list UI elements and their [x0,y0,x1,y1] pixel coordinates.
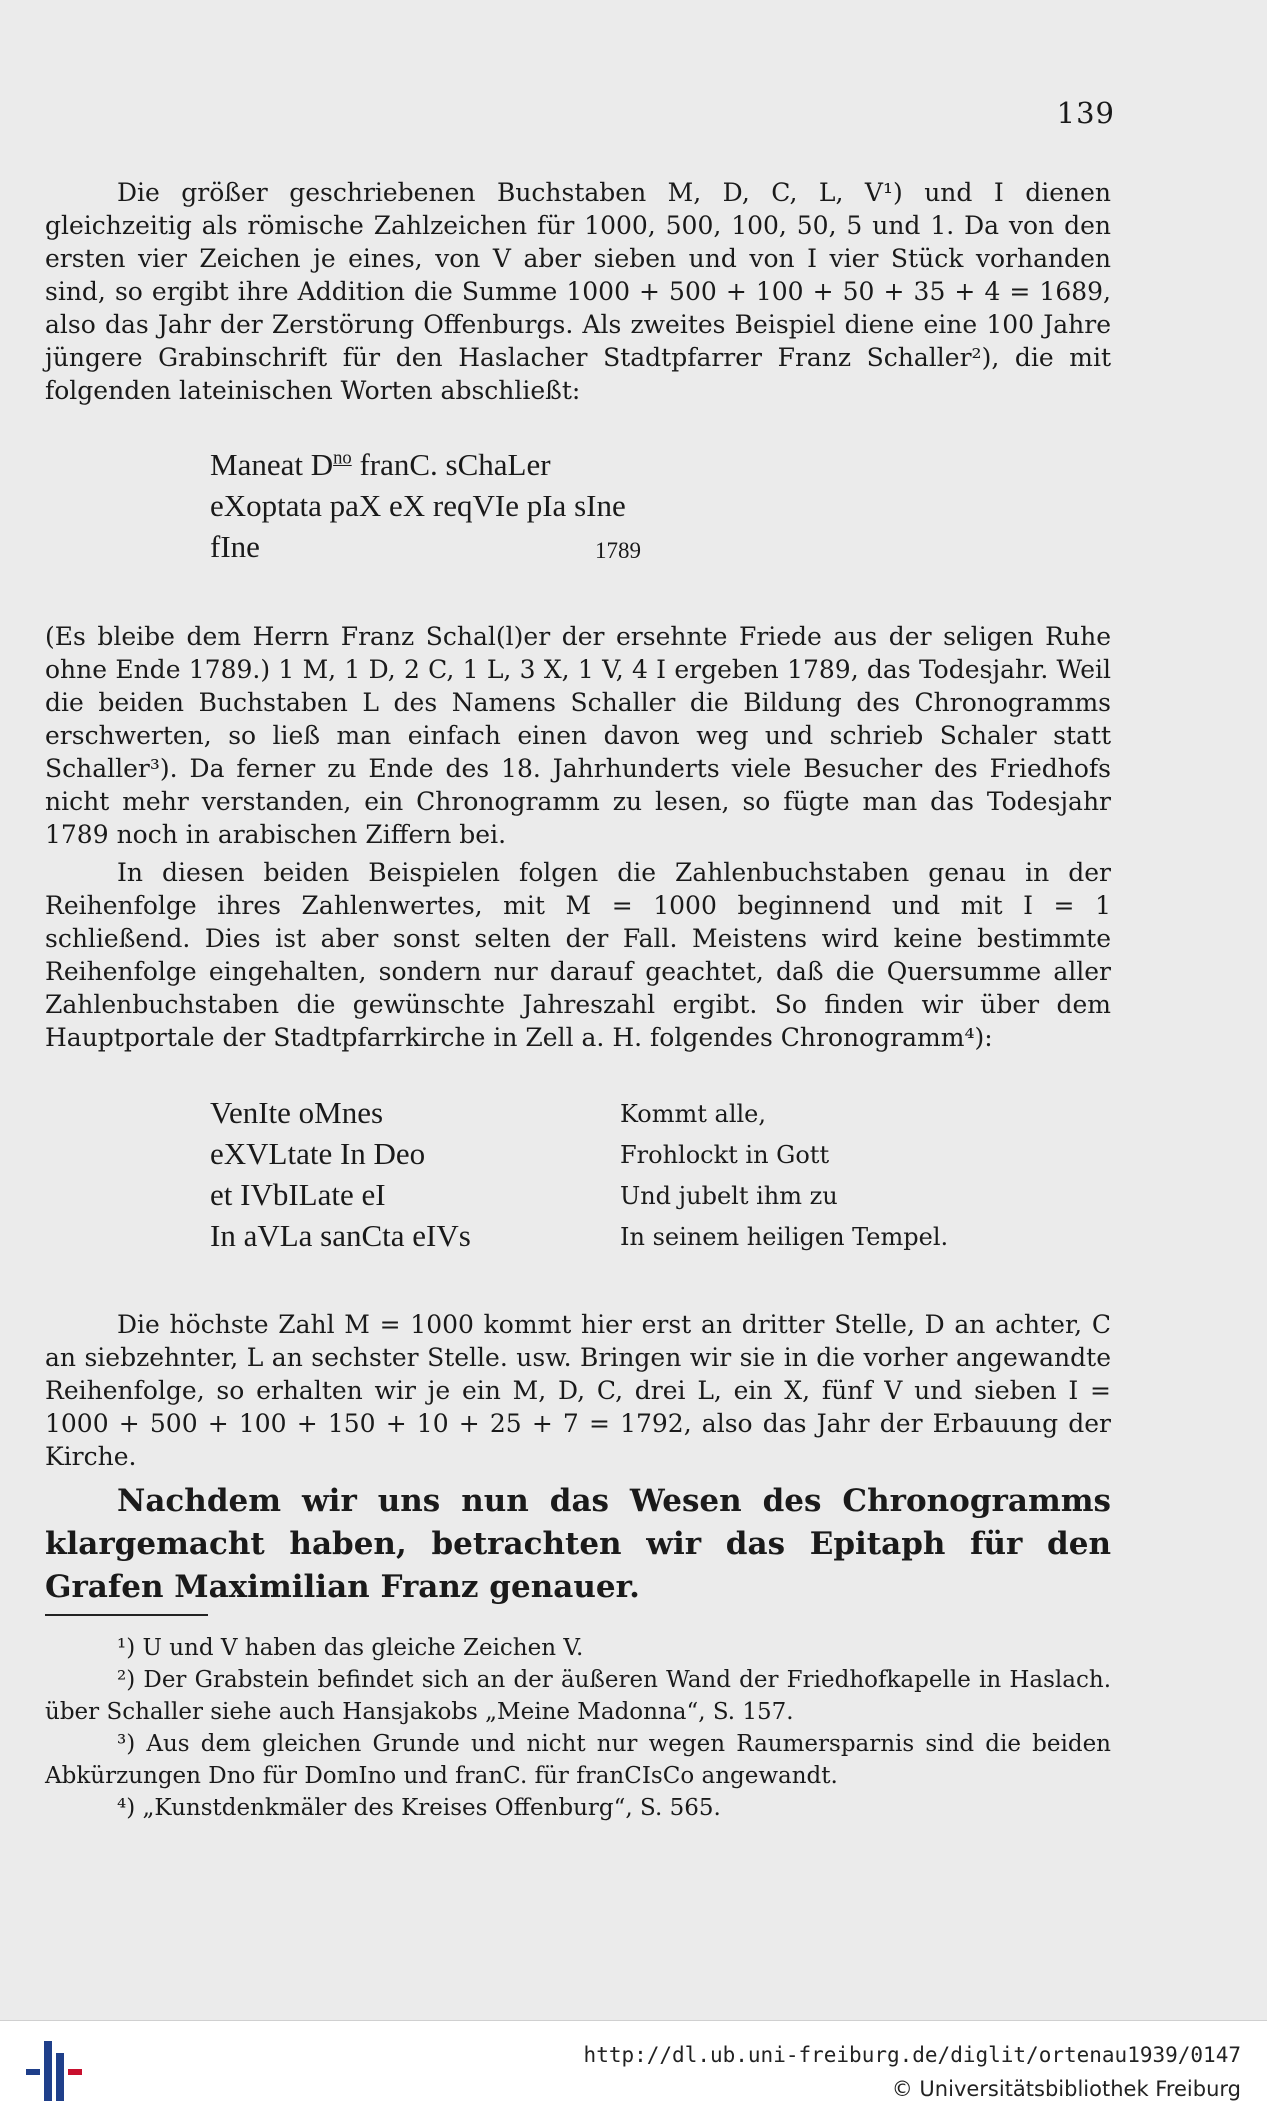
latin-line: et IVbILate eI [210,1177,386,1212]
inscription-line-1 [210,444,626,485]
inscription2-row [210,1092,767,1133]
inscription-line-2: eXoptata paX eX reqVIe pIa sIne [210,488,626,523]
viewer-footer [0,2020,1267,2116]
inscription2-row [210,1133,830,1174]
section-heading [45,1480,1111,1609]
footnote-4: ⁴) „Kunstdenkmäler des Kreises Offenburg“, S. 565. [117,1795,721,1821]
page-number: 139 [1056,96,1115,130]
inscription-line-3 [210,526,641,567]
latin-line: In aVLa sanCta eIVs [210,1218,471,1253]
paragraph-4 [45,1308,1111,1473]
inscription-line-3-text: fIne [210,529,260,564]
footnote-divider [45,1614,208,1616]
inscription-schaller [210,444,641,567]
latin-line: eXVLtate In Deo [210,1136,426,1171]
footnotes [45,1632,1111,1824]
inscription-line-1a: Maneat D [210,447,334,482]
footnote-2: ²) Der Grabstein befindet sich an der äußeren Wand der Friedhofkapelle in Haslach. über Schaller siehe auch Hansjakobs „Meine Madonna“, S. 157. [45,1667,1111,1725]
ub-freiburg-logo-icon [24,2039,84,2103]
german-line: Frohlockt in Gott [620,1141,830,1169]
paragraph-3 [45,856,1111,1054]
footnote-1: ¹) U und V haben das gleiche Zeichen V. [117,1635,584,1661]
inscription-year: 1789 [595,538,641,563]
paragraph-2-text: (Es bleibe dem Herrn Franz Schal(l)er der ersehnte Friede aus der seligen Ruhe ohne Ende 1789.) 1 M, 1 D, 2 C, 1 L, 3 X, 1 V, 4 I ergeben 1789, das Todesjahr. Weil die beiden Buchstaben L des Namens Schaller die Bildung des Chronogramms erschwerten, so ließ man einfach einen davon weg und schrieb Schaler statt Schaller³). Da ferner zu Ende des 18. Jahrhunderts viele Besucher des Friedhofs nicht mehr verstanden, ein Chronogramm zu lesen, so fügte man das Todesjahr 1789 noch in arabischen Ziffern bei. [45,622,1111,849]
source-url-link[interactable]: http://dl.ub.uni-freiburg.de/diglit/ortenau1939/0147 [583,2043,1241,2067]
paragraph-1 [45,176,1111,407]
german-line: Und jubelt ihm zu [620,1182,838,1210]
footnote-3: ³) Aus dem gleichen Grunde und nicht nur wegen Raumersparnis sind die beiden Abkürzungen Dno für DomIno und franC. für franCIsCo angewandt. [45,1731,1111,1789]
section-heading-text: Nachdem wir uns nun das Wesen des Chronogramms klargemacht haben, betrachten wir das Epitaph für den Grafen Maximilian Franz genauer. [45,1483,1111,1605]
german-line: In seinem heiligen Tempel. [620,1223,949,1251]
inscription2-row [210,1174,838,1215]
paragraph-3-text: In diesen beiden Beispielen folgen die Zahlenbuchstaben genau in der Reihenfolge ihres Zahlenwertes, mit M = 1000 beginnend und mit I = 1 schließend. Dies ist aber sonst selten der Fall. Meistens wird keine bestimmte Reihenfolge eingehalten, sondern nur darauf geachtet, daß die Quersumme aller Zahlenbuchstaben die gewünschte Jahreszahl ergibt. So finden wir über dem Hauptportale der Stadtpfarrkirche in Zell a. H. folgendes Chronogramm⁴): [45,858,1111,1052]
copyright-notice: © Universitätsbibliothek Freiburg [891,2077,1241,2101]
inscription2-row [210,1215,949,1256]
german-line: Kommt alle, [620,1100,767,1128]
inscription-line-1-sup: no [333,447,352,469]
inscription-line-1b: franC. sChaLer [351,447,551,482]
paragraph-4-text: Die höchste Zahl M = 1000 kommt hier erst an dritter Stelle, D an achter, C an siebzehnter, L an sechster Stelle. usw. Bringen wir sie in die vorher angewandte Reihenfolge, so erhalten wir je ein M, D, C, drei L, ein X, fünf V und sieben I = 1000 + 500 + 100 + 150 + 10 + 25 + 7 = 1792, also das Jahr der Erbauung der Kirche. [45,1310,1111,1471]
paragraph-2 [45,620,1111,851]
paragraph-1-text: Die größer geschriebenen Buchstaben M, D, C, L, V¹) und I dienen gleichzeitig als römische Zahlzeichen für 1000, 500, 100, 50, 5 und 1. Da von den ersten vier Zeichen je eines, von V aber sieben und von I vier Stück vorhanden sind, so ergibt ihre Addition die Summe 1000 + 500 + 100 + 50 + 35 + 4 = 1689, also das Jahr der Zerstörung Offenburgs. Als zweites Beispiel diene eine 100 Jahre jüngere Grabinschrift für den Haslacher Stadtpfarrer Franz Schaller²), die mit folgenden lateinischen Worten abschließt: [45,178,1111,405]
inscription-zell [210,1092,949,1256]
latin-line: VenIte oMnes [210,1095,384,1130]
